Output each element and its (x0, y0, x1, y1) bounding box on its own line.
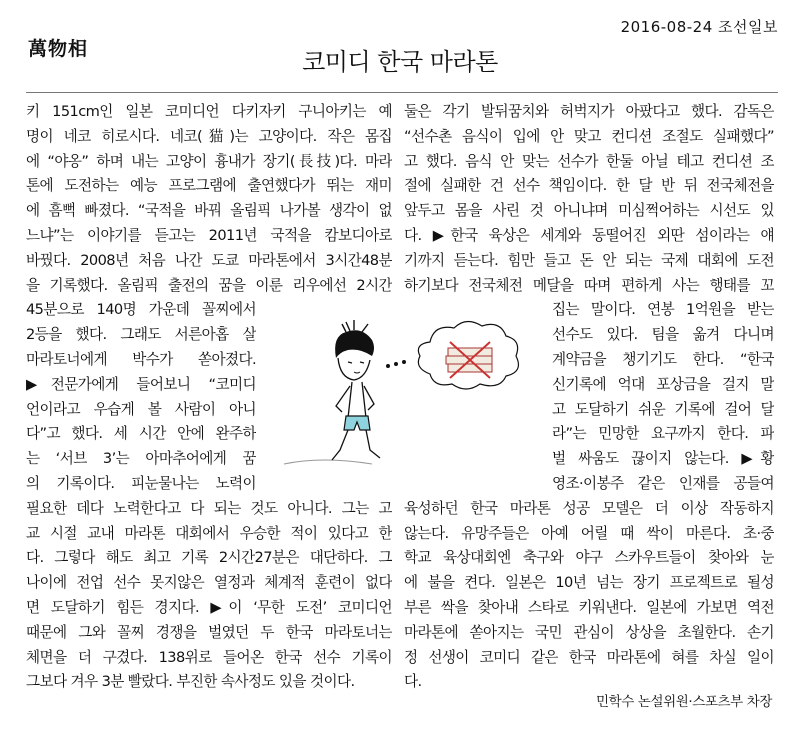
article-line: “선수촌 음식이 입에 안 맞고 컨디션 조절도 실패했다” (404, 127, 774, 145)
article-line: 마라토너에게 박수가 쏟아졌다. (26, 350, 256, 368)
article-line: 느냐”는 이야기를 듣고는 2011년 국적을 캄보디아로 (26, 226, 392, 244)
article-line: 의 기록이다. 피눈물나는 노력이 (26, 474, 256, 492)
article-line: 계약금을 챙기기도 한다. “한국 (552, 350, 774, 368)
column-name: 萬物相 (28, 38, 89, 60)
article-line: 나이에 전업 선수 못지않은 열정과 체계적 훈련이 없다 (26, 574, 392, 592)
article-line: 톤에 도전하는 예능 프로그램에 출연했다가 뛰는 재미 (26, 177, 392, 195)
article-line: 신기록에 억대 포상금을 걸지 말 (552, 375, 774, 393)
article-line: 라”는 민망한 요구까지 한다. 파 (552, 425, 774, 443)
article-line: 체면을 더 구겼다. 138위로 들어온 한국 선수 기록이 (26, 648, 392, 666)
article-line: 필요한 데다 노력한다고 다 되는 것도 아니다. 그는 고 (26, 499, 392, 517)
runner-illustration (262, 318, 548, 478)
article-line: 교 시절 교내 마라톤 대회에서 우승한 적이 있다고 한 (26, 524, 392, 542)
article-line: 에 “야옹” 하며 내는 고양이 흉내가 장기(長技)다. 마라 (26, 152, 392, 170)
article-line: 바꿨다. 2008년 처음 나간 도쿄 마라톤에서 3시간48분 (26, 251, 392, 269)
article-line: 정 선생이 코미디 같은 한국 마라톤에 혀를 차실 일이 (404, 648, 774, 666)
article-line: 는 ‘서브 3’는 아마추어에게 꿈 (26, 450, 256, 468)
article-line: 면 도달하기 힘든 경지다. ▶이 ‘무한 도전’ 코미디언 (26, 598, 392, 616)
article-line: 다. ▶한국 육상은 세계와 동떨어진 외딴 섬이라는 얘 (404, 226, 774, 244)
article-line: 을 기록했다. 올림픽 출전의 꿈을 이룬 리우에선 2시간 (26, 276, 392, 294)
article-line: 기까지 듣는다. 힘만 들고 돈 안 되는 국제 대회에 도전 (404, 251, 774, 269)
article-line: 다”고 했다. 세 시간 안에 완주하 (26, 425, 256, 443)
article-line: 집는 말이다. 연봉 1억원을 받는 (552, 301, 774, 319)
date-source: 2016-08-24 조선일보 (620, 18, 778, 36)
article-line: 선수도 있다. 팀을 옮겨 다니며 (552, 326, 774, 344)
article-line: 부른 싹을 찾아내 스타로 키워낸다. 일본에 가보면 역전 (404, 598, 774, 616)
article-line: 하기보다 전국체전 메달을 따며 편하게 사는 행태를 꼬 (404, 276, 774, 294)
article-line: 에 불을 켠다. 일본은 10년 넘는 장기 프로젝트로 될성 (404, 574, 774, 592)
byline: 민학수 논설위원·스포츠부 차장 (595, 694, 772, 710)
article-line: 벌 싸움도 끊이지 않는다. ▶황 (552, 450, 774, 468)
article-line: 45분으로 140명 가운데 꼴찌에서 (26, 301, 256, 319)
article-line: 그보다 겨우 3분 빨랐다. 부진한 속사정도 있을 것이다. (26, 673, 355, 691)
article-line: ▶전문가에게 들어보니 “코미디 (26, 375, 256, 393)
article-line: 고 했다. 음식 안 맞는 선수가 한둘 아닐 테고 컨디션 조 (404, 152, 774, 170)
headline: 코미디 한국 마라톤 (302, 48, 498, 76)
article-line: 키 151cm인 일본 코미디언 다키자키 구니아키는 예 (26, 103, 392, 120)
article-line: 고 도달하기 쉬운 기록에 걸어 달 (552, 400, 774, 418)
article-line: 마라톤에 쏟아지는 국민 관심이 상상을 초월한다. 손기 (404, 623, 774, 641)
article-line: 학교 육상대회엔 축구와 야구 스카우트들이 찾아와 눈 (404, 549, 774, 567)
article-line: 절에 실패한 건 선수 책임이다. 한 달 반 뒤 전국체전을 (404, 177, 774, 195)
article-line: 앞두고 몸을 사린 것 아니냐며 미심쩍어하는 시선도 있 (404, 202, 774, 220)
article-line: 둘은 각기 발뒤꿈치와 허벅지가 아팠다고 했다. 감독은 (404, 103, 774, 120)
article-line: 영조·이봉주 같은 인재를 공들여 (552, 474, 774, 492)
divider (26, 92, 778, 93)
article-line: 언이라고 우습게 볼 사람이 아니 (26, 400, 256, 418)
article-line: 다. 그렇다 해도 최고 기록 2시간27분은 대단하다. 그 (26, 549, 392, 567)
article-line: 2등을 했다. 그래도 서른아홉 살 (26, 326, 256, 344)
article-line: 육성하던 한국 마라톤 성공 모델은 더 이상 작동하지 (404, 499, 774, 517)
article-line: 때문에 그와 꼴찌 경쟁을 벌였던 두 한국 마라토너는 (26, 623, 392, 641)
article-line: 명이 네코 히로시다. 네코(猫)는 고양이다. 작은 몸집 (26, 127, 392, 145)
article-line: 않는다. 유망주들은 아예 어릴 때 싹이 마른다. 초·중 (404, 524, 774, 542)
article-line: 다. (404, 673, 422, 691)
article-line: 에 흠뻑 빠졌다. “국적을 바꿔 올림픽 나가볼 생각이 없 (26, 202, 392, 220)
